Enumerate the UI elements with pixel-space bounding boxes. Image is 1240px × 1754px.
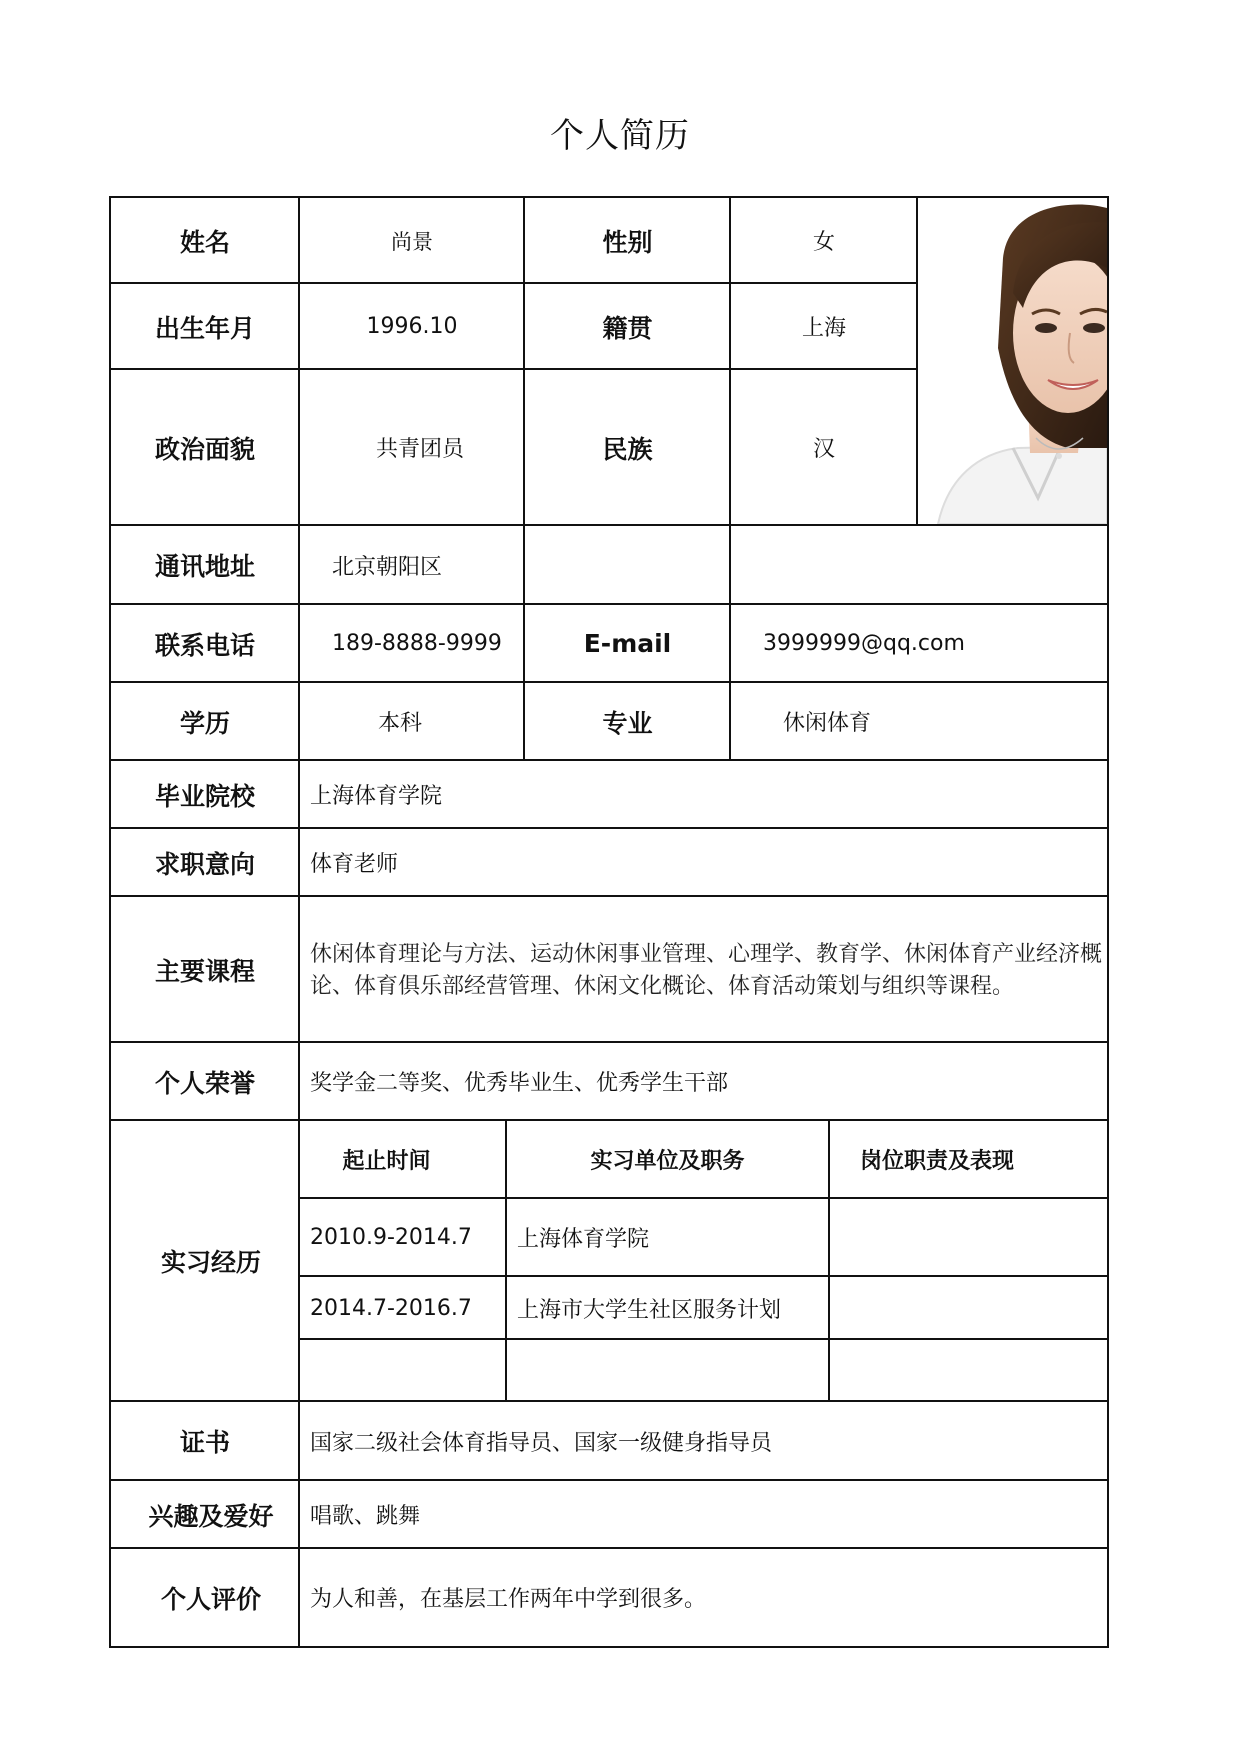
resume-table xyxy=(109,196,1109,1648)
internship-label: 实习经历 xyxy=(160,1248,261,1277)
internship-row-1-unit: 上海体育学院 xyxy=(517,1227,650,1252)
degree-value: 本科 xyxy=(377,711,422,736)
internship-row-1-period: 2010.9-2014.7 xyxy=(310,1225,472,1250)
internship-row-3-duties xyxy=(830,1340,1107,1400)
objective-label: 求职意向 xyxy=(154,849,255,879)
ethnicity-label: 民族 xyxy=(602,434,653,464)
internship-row-2-duties xyxy=(830,1277,1107,1339)
degree-label: 学历 xyxy=(179,708,230,738)
certificates-value: 国家二级社会体育指导员、国家一级健身指导员 xyxy=(310,1430,773,1456)
honors-label: 个人荣誉 xyxy=(154,1068,255,1098)
name-label: 姓名 xyxy=(179,227,230,257)
gender-label: 性别 xyxy=(602,227,653,257)
page-title: 个人简历 xyxy=(550,116,690,156)
school-label: 毕业院校 xyxy=(154,781,255,811)
address-value: 北京朝阳区 xyxy=(332,554,443,580)
certificates-label: 证书 xyxy=(179,1428,230,1457)
profile-photo xyxy=(918,198,1107,524)
email-label: E-mail xyxy=(583,629,672,658)
internship-row-3-unit xyxy=(507,1340,828,1400)
internship-header-duties: 岗位职责及表现 xyxy=(860,1149,1015,1174)
address-label: 通讯地址 xyxy=(154,552,255,581)
native-value: 上海 xyxy=(801,316,846,341)
courses-line-1: 休闲体育理论与方法、运动休闲事业管理、心理学、教育学、休闲体育产业经济概 xyxy=(310,942,1103,967)
courses-line-2: 论、体育俱乐部经营管理、休闲文化概论、体育活动策划与组织等课程。 xyxy=(310,974,1015,999)
internship-header-unit: 实习单位及职务 xyxy=(590,1149,745,1174)
ethnicity-value: 汉 xyxy=(812,437,835,462)
internship-row-3-period xyxy=(300,1340,505,1400)
internship-header-period: 起止时间 xyxy=(342,1149,431,1174)
portrait-image xyxy=(918,198,1107,524)
hobbies-value: 唱歌、跳舞 xyxy=(310,1504,421,1529)
name-value: 尚景 xyxy=(391,229,433,254)
evaluation-label: 个人评价 xyxy=(160,1584,261,1614)
native-label: 籍贯 xyxy=(602,313,653,343)
courses-label: 主要课程 xyxy=(154,956,255,986)
courses-value xyxy=(300,897,1105,1042)
honors-value: 奖学金二等奖、优秀毕业生、优秀学生干部 xyxy=(310,1071,729,1096)
phone-value: 189-8888-9999 xyxy=(332,631,502,656)
political-label: 政治面貌 xyxy=(154,434,255,464)
internship-row-2-period: 2014.7-2016.7 xyxy=(310,1295,472,1321)
gender-value: 女 xyxy=(812,230,835,255)
internship-row-2-unit: 上海市大学生社区服务计划 xyxy=(517,1297,782,1323)
birth-label: 出生年月 xyxy=(154,313,255,343)
phone-label: 联系电话 xyxy=(154,630,255,660)
birth-value: 1996.10 xyxy=(366,314,458,339)
major-label: 专业 xyxy=(602,708,653,738)
internship-row-1-duties xyxy=(830,1199,1107,1276)
objective-value: 体育老师 xyxy=(310,852,399,877)
political-value: 共青团员 xyxy=(375,437,464,462)
email-value: 3999999@qq.com xyxy=(763,631,965,656)
evaluation-value: 为人和善，在基层工作两年中学到很多。 xyxy=(310,1587,707,1612)
major-value: 休闲体育 xyxy=(783,711,872,736)
school-value: 上海体育学院 xyxy=(310,784,443,809)
hobbies-label: 兴趣及爱好 xyxy=(148,1501,274,1531)
